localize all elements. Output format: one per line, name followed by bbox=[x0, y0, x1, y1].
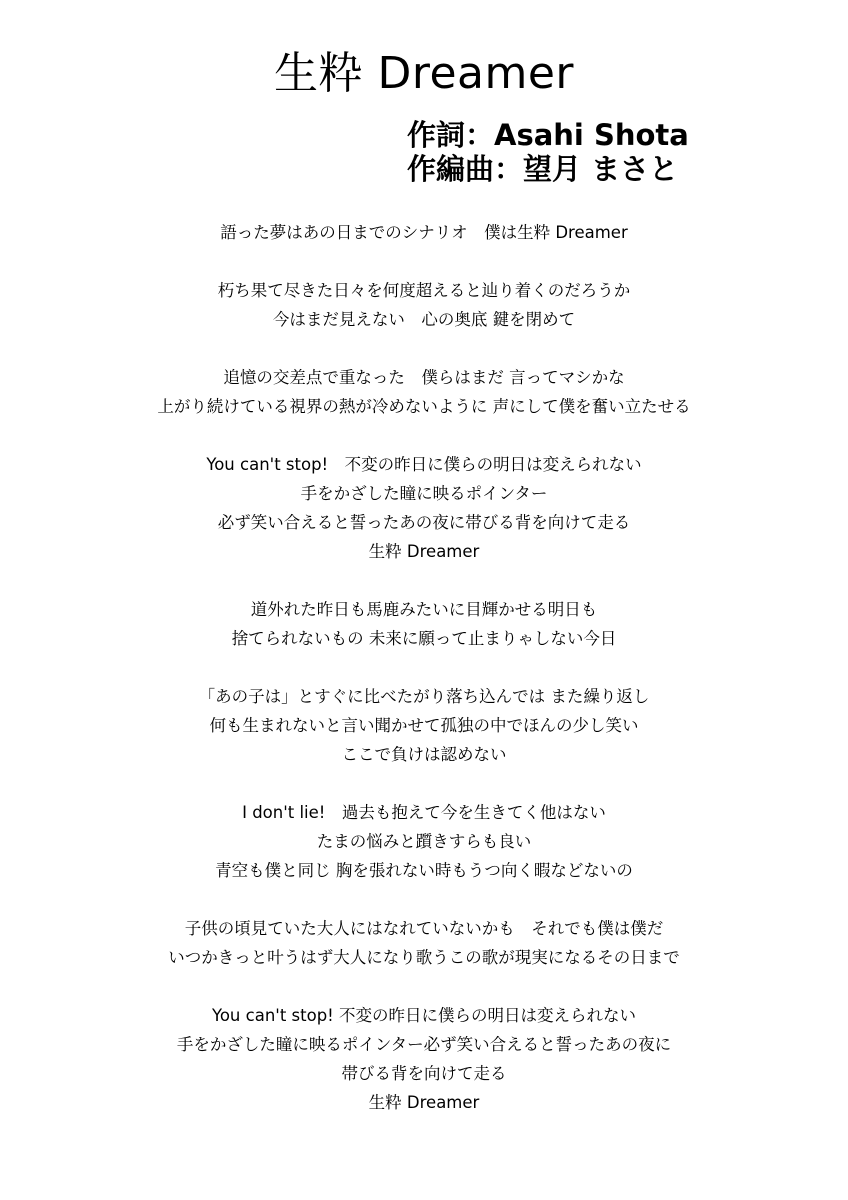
lyric-line: I don't lie! 過去も抱えて今を生きてく他はない bbox=[242, 803, 606, 822]
lyric-line: 生粋 Dreamer bbox=[368, 542, 480, 561]
lyric-line: 「あの子は」とすぐに比べたがり落ち込んでは また繰り返し bbox=[198, 687, 650, 706]
credits-block bbox=[407, 118, 689, 186]
stanza bbox=[0, 1001, 848, 1117]
lyrics-body bbox=[0, 218, 848, 1117]
lyric-line: 何も生まれないと言い聞かせて孤独の中でほんの少し笑い bbox=[209, 716, 639, 735]
composer-credit: 作編曲：望月 まさと bbox=[407, 152, 679, 186]
stanza bbox=[0, 363, 848, 421]
lyric-line: 手をかざした瞳に映るポインター必ず笑い合えると誓ったあの夜に bbox=[176, 1035, 672, 1054]
lyric-line: 必ず笑い合えると誓ったあの夜に帯びる背を向けて走る bbox=[217, 513, 631, 532]
lyric-line: 青空も僕と同じ 胸を張れない時もうつ向く暇などないの bbox=[215, 861, 633, 880]
lyric-line: 朽ち果て尽きた日々を何度超えると辿り着くのだろうか bbox=[217, 281, 631, 300]
lyric-line: 追憶の交差点で重なった 僕らはまだ 言ってマシかな bbox=[223, 368, 625, 387]
lyric-line: 今はまだ見えない 心の奥底 鍵を閉めて bbox=[272, 310, 576, 329]
stanza bbox=[0, 218, 848, 247]
stanza bbox=[0, 682, 848, 769]
lyric-line: 語った夢はあの日までのシナリオ 僕は生粋 Dreamer bbox=[220, 223, 628, 242]
lyric-line: 上がり続けている視界の熱が冷めないように 声にして僕を奮い立たせる bbox=[157, 397, 691, 416]
lyric-line: 生粋 Dreamer bbox=[368, 1093, 480, 1112]
lyric-line: 道外れた昨日も馬鹿みたいに目輝かせる明日も bbox=[250, 600, 598, 619]
lyric-line: たまの悩みと躓きすらも良い bbox=[316, 832, 532, 851]
song-title: 生粋 Dreamer bbox=[273, 48, 575, 99]
lyricist-credit: 作詞：Asahi Shota bbox=[407, 118, 689, 152]
lyric-line: 子供の頃見ていた大人にはなれていないかも それでも僕は僕だ bbox=[184, 919, 664, 938]
lyric-line: いつかきっと叶うはず大人になり歌うこの歌が現実になるその日まで bbox=[168, 948, 680, 967]
stanza bbox=[0, 450, 848, 566]
lyric-line: 捨てられないもの 未来に願って止まりゃしない今日 bbox=[231, 629, 617, 648]
lyric-line: 帯びる背を向けて走る bbox=[341, 1064, 507, 1083]
lyric-line: 手をかざした瞳に映るポインター bbox=[300, 484, 548, 503]
lyric-line: ここで負けは認めない bbox=[341, 745, 507, 764]
stanza bbox=[0, 914, 848, 972]
stanza bbox=[0, 276, 848, 334]
lyric-line: You can't stop! 不変の昨日に僕らの明日は変えられない bbox=[211, 1006, 637, 1025]
stanza bbox=[0, 798, 848, 885]
stanza bbox=[0, 595, 848, 653]
lyric-line: You can't stop! 不変の昨日に僕らの明日は変えられない bbox=[206, 455, 642, 474]
